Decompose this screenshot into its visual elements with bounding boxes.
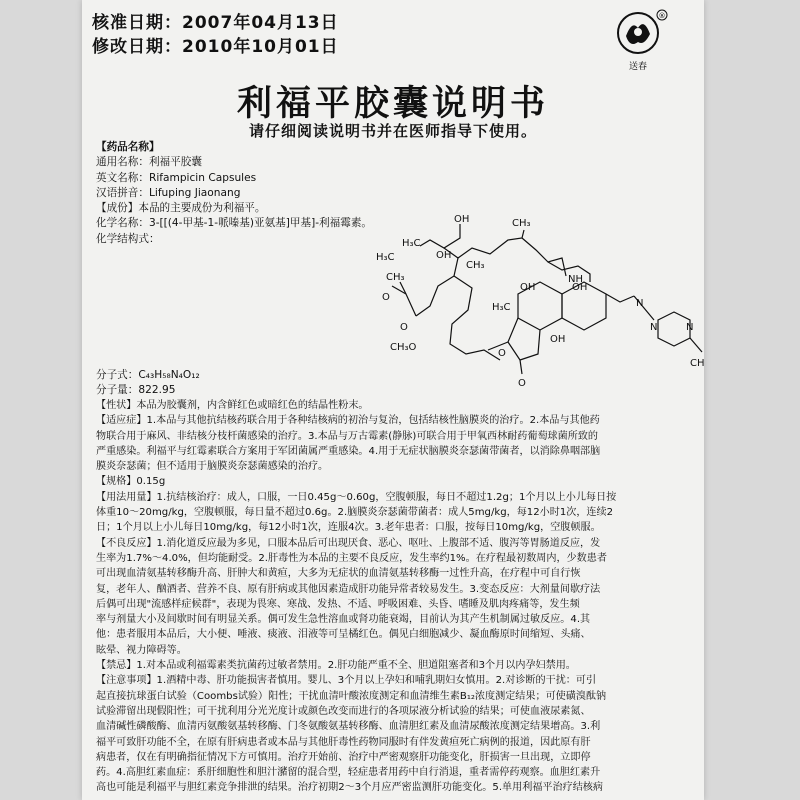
body-line: 【规格】0.15g [96, 476, 166, 488]
structure-label: H₃C [492, 302, 511, 313]
info-line: 【药品名称】 [96, 141, 160, 153]
brand-logo-icon [610, 6, 670, 78]
body-line: 他：患者服用本品后，大小便、唾液、痰液、泪液等可呈橘红色。偶见白细胞减少、凝血酶原时间缩短、头痛、 [96, 629, 591, 641]
info-line: 汉语拼音：Lifuping Jiaonang [96, 186, 241, 199]
body-line: 生率为1.7%～4.0%，但均能耐受。2.肝毒性为本品的主要不良反应，发生率约1%。在疗程最初数周内，少数患者 [96, 552, 607, 564]
structure-label: CH₃O [390, 342, 417, 353]
instructions-body [96, 398, 696, 796]
document-title: 利福平胶囊说明书 [236, 83, 549, 124]
body-line: 率与剂量大小及间歇时间有明显关系。偶可发生急性溶血或肾功能衰竭，目前认为其产生机制属过敏反应。4.其 [96, 614, 591, 626]
structure-label: OH [550, 334, 566, 345]
structure-label: O [498, 348, 506, 359]
structure-label: O [400, 322, 408, 333]
info-line: 化学结构式： [96, 232, 160, 245]
body-line: 【适应症】1.本品与其他抗结核药联合用于各种结核病的初治与复治，包括结核性脑膜炎的治疗。2.本品与其他药 [96, 415, 600, 427]
formula-block [96, 368, 200, 399]
registered-mark: ® [658, 12, 666, 20]
body-line: 物联合用于麻风、非结核分枝杆菌感染的治疗。3.本品与万古霉素(静脉)可联合用于甲氧西林耐药葡萄球菌所致的 [96, 430, 599, 442]
structure-label: OH [436, 250, 452, 261]
body-line: 高也可能是利福平与胆红素竞争排泄的结果。治疗初期2～3个月应严密监测肝功能变化。5.单用利福平治疗结核病 [96, 782, 603, 794]
body-line: 复，老年人、酗酒者、营养不良、原有肝病或其他因素造成肝功能异常者较易发生。3.变态反应：大剂量间歇疗法 [96, 583, 601, 595]
body-line: 【性状】本品为胶囊剂，内含鲜红色或暗红色的结晶性粉末。 [96, 400, 369, 411]
structure-label: N [686, 322, 694, 333]
structure-label: CH₃ [512, 218, 531, 229]
body-line: 【不良反应】1.消化道反应最为多见，口服本品后可出现厌食、恶心、呕吐、上腹部不适、腹泻等胃肠道反应，发 [96, 537, 601, 549]
chemical-structure-diagram [372, 210, 709, 390]
body-line: 日；1个月以上小儿每日10mg/kg，每12小时1次，连服4次。3.老年患者：口服，按每日10mg/kg，空腹顿服。 [96, 522, 601, 534]
body-line: 药。4.高胆红素血症：系肝细胞性和胆汁瀦留的混合型，轻症患者用药中自行消退，重者需停药观察。血胆红素升 [96, 767, 601, 779]
body-line: 【注意事项】1.酒精中毒、肝功能损害者慎用。婴儿、3个月以上孕妇和哺乳期妇女慎用。2.对诊断的干扰：可引 [96, 675, 597, 687]
structure-label: OH [454, 214, 470, 225]
structure-label: O [518, 378, 526, 389]
structure-label: NH [568, 274, 583, 285]
info-line: 通用名称：利福平胶囊 [96, 156, 202, 169]
body-line: 体重10～20mg/kg，空腹顿服，每日量不超过0.6g。2.脑膜炎奈瑟菌带菌者：成人5mg/kg，每12小时1次，连续2 [96, 507, 614, 519]
body-line: 后偶可出现"流感样症候群"，表现为畏寒、寒战、发热、不适、呼吸困难、头昏、嗜睡及肌肉疼痛等，发生频 [96, 598, 580, 610]
structure-label: N [650, 322, 658, 333]
structure-label: N [636, 298, 644, 309]
structure-label: CH₃ [386, 272, 405, 283]
document-subtitle: 请仔细阅读说明书并在医师指导下使用。 [248, 122, 537, 140]
structure-label: CH₃ [690, 358, 709, 369]
molecular-weight: 分子量：822.95 [96, 384, 176, 397]
body-line: 严重感染。利福平与红霉素联合方案用于军团菌属严重感染。4.用于无症状脑膜炎奈瑟菌带菌者，以消除鼻咽部脑 [96, 445, 601, 457]
body-line: 血清碱性磷酸酶、血清丙氨酸氨基转移酶、门冬氨酸氨基转移酶、血清胆红素及血清尿酸浓度测定结果增高。3.利 [96, 721, 601, 733]
structure-label: H₃C [402, 238, 421, 249]
revise-date: 修改日期：2010年10月01日 [92, 37, 339, 57]
info-line: 【成份】本品的主要成份为利福平。 [96, 202, 266, 215]
info-line: 英文名称：Rifampicin Capsules [96, 171, 257, 184]
structure-label: O [382, 292, 390, 303]
body-line: 膜炎奈瑟菌；但不适用于脑膜炎奈瑟菌感染的治疗。 [96, 461, 329, 473]
molecular-formula: 分子式：C₄₃H₅₈N₄O₁₂ [96, 369, 200, 381]
body-line: 【用法用量】1.抗结核治疗：成人，口服，一日0.45g～0.60g，空腹顿服，每日不超过1.2g；1个月以上小儿每日按 [96, 491, 617, 503]
body-line: 【禁忌】1.对本品或利福霉素类抗菌药过敏者禁用。2.肝功能严重不全、胆道阻塞者和3个月以内孕妇禁用。 [96, 660, 576, 672]
body-line: 试验滞留出现假阳性；可干扰利用分光光度计或颜色改变而进行的各项尿液分析试验的结果；可使血液尿素氮、 [96, 705, 591, 717]
body-line: 病患者，仅在有明确指征情况下方可慎用。治疗开始前、治疗中严密观察肝功能变化，肝损害一旦出现，立即停 [96, 751, 591, 763]
structure-label: CH₃ [466, 260, 485, 271]
body-line: 可出现血清氨基转移酶升高、肝肿大和黄疸，大多为无症状的血清氨基转移酶一过性升高，在疗程中可自行恢 [96, 568, 581, 580]
approve-date: 核准日期：2007年04月13日 [92, 13, 339, 33]
structure-label: OH [520, 282, 536, 293]
structure-label: H₃C [376, 252, 395, 263]
body-line: 眩晕、视力障碍等。 [96, 644, 187, 656]
structure-label: OH [572, 282, 588, 293]
package-insert-sheet [82, 0, 709, 800]
info-line: 化学名称：3-[[(4-甲基-1-哌嗪基)亚氨基]甲基]-利福霉素。 [96, 217, 373, 230]
body-line: 起直接抗球蛋白试验（Coombs试验）阳性；干扰血清叶酸浓度测定和血清维生素B₁₂浓度测定结果；可使磺溴酞钠 [96, 690, 607, 702]
logo-text: 送春 [628, 62, 648, 72]
body-line: 福平可致肝功能不全，在原有肝病患者或本品与其他肝毒性药物同服时有伴发黄疸死亡病例的报道，因此原有肝 [96, 736, 591, 748]
